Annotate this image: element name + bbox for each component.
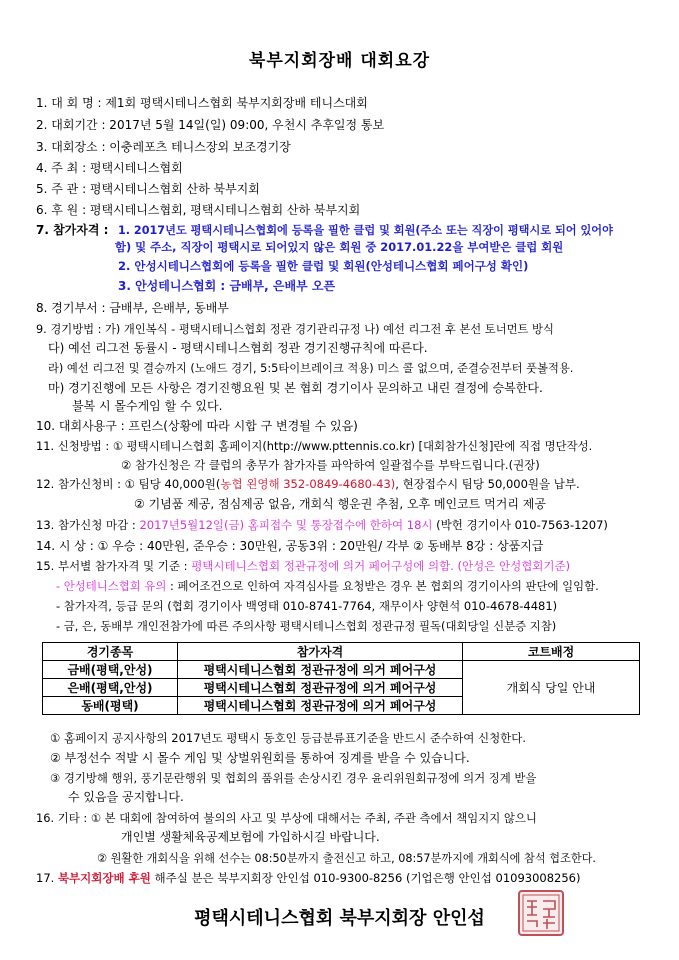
item-12a-pre: 12. 참가신청비 : ① 팀당 40,000원(	[36, 477, 221, 491]
table-header: 경기종목	[43, 643, 178, 661]
item-1: 1. 대 회 명 : 제1회 평택시테니스협회 북부지회장배 테니스대회	[36, 96, 368, 110]
item-8: 8. 경기부서 : 금배부, 은배부, 동배부	[36, 301, 229, 315]
item-7-1a: 1. 2017년도 평택시테니스협회에 등록을 필한 클럽 및 회원(주소 또는 직장이 평택시로 되어 있어야	[118, 224, 613, 237]
item-11b: ② 참가신청은 각 클럽의 총무가 참가자를 파악하여 일괄접수를 부탁드립니다.(권장)	[121, 458, 540, 472]
item-17	[36, 870, 581, 887]
item-17-post: 해주실 분은 북부지회장 안인섭 010-9300-8256 (기업은행 안인섭 01093008256)	[150, 871, 581, 885]
item-15-pre: 15. 부서별 참가자격 및 기준 :	[36, 559, 192, 573]
item-16c: ② 원활한 개회식을 위해 선수는 08:50분까지 출전신고 하고, 08:57분까지에 개회식에 참석 협조한다.	[97, 852, 596, 865]
item-12a-account: 농협 왼영해 352-0849-4680-43)	[220, 477, 396, 491]
table-cell-qual: 평택시테니스협회 정관규정에 의거 페어구성	[178, 697, 463, 715]
item-14: 14. 시 상 : ① 우승 : 40만원, 준우승 : 30만원, 공동3위 : 20만원/ 각부 ② 동배부 8강 : 상품지급	[36, 539, 544, 553]
item-15-criteria: 평택시테니스협회 정관규정에 의거 페어구성에 의함. (안성은 안성협회기준)	[191, 559, 571, 573]
item-7-1b: 함) 및 주소, 직장이 평택시로 되어있지 않은 회원 중 2017.01.22을 부여받은 클럽 회원	[115, 240, 564, 254]
item-9d: 마) 경기진행에 모든 사항은 경기진행요원 및 본 협회 경기이사 문의하고 내린 결정에 승복한다.	[48, 381, 543, 395]
item-15a-text: : 페어조건으로 인하여 자격심사를 요청받은 경우 본 협회의 경기이사의 판단에 일임함.	[166, 579, 599, 593]
item-9c: 라) 예선 리그전 및 결승까지 (노애드 경기, 5:5타이브레이크 적용) 미스 콜 없으며, 준결승전부터 풋볼적용.	[48, 362, 574, 375]
item-5: 5. 주 관 : 평택시테니스협회 산하 북부지회	[36, 182, 260, 196]
note-1: ① 홈페이지 공지사항의 2017년도 평택시 동호인 등급분류표기준을 반드시 준수하여 신청한다.	[50, 731, 527, 745]
item-13	[36, 517, 608, 534]
item-13-deadline: 2017년5월12일(금) 홈피접수 및 통장접수에 한하여 18시	[139, 518, 433, 532]
table-header: 참가자격	[178, 643, 463, 661]
note-3b: 수 있음을 공지합니다.	[68, 790, 184, 804]
item-16a: 16. 기타 : ① 본 대회에 참여하여 불의의 사고 및 부상에 대해서는 주최, 주관 측에서 책임지지 않으니	[36, 811, 537, 825]
item-16b: 개인별 생활체육공제보험에 가입하시길 바랍니다.	[121, 830, 380, 844]
page-title: 북부지회장배 대회요강	[248, 51, 431, 71]
item-7-3: 3. 안성테니스협회 : 금배부, 은배부 오픈	[118, 279, 336, 293]
item-7-2: 2. 안성시테니스협회에 등록을 필한 클럽 및 회원(안성테니스협회 페어구성 확인)	[118, 259, 529, 273]
item-2: 2. 대회기간 : 2017년 5월 14일(일) 09:00, 우천시 추후일정 통보	[36, 118, 385, 132]
item-9b: 다) 예선 리그전 동률시 - 평택시테니스협회 정관 경기진행규칙에 따른다.	[48, 341, 428, 355]
item-3: 3. 대회장소 : 이충레포츠 테니스장외 보조경기장	[36, 140, 291, 154]
item-7-label: 7. 참가자격 :	[36, 223, 109, 237]
qualification-table	[42, 642, 640, 715]
item-10: 10. 대회사용구 : 프린스(상황에 따라 시합 구 변경될 수 있음)	[36, 419, 358, 433]
note-3a: ③ 경기방해 행위, 풍기문란행위 및 협회의 품위를 손상시킨 경우 윤리위원회규정에 의거 징계 받을	[50, 771, 537, 785]
item-15a	[56, 578, 599, 595]
item-17-pre: 17.	[36, 871, 58, 885]
item-13-post: (박헌 경기이사 010-7563-1207)	[432, 518, 608, 532]
item-12a-post: , 현장접수시 팀당 50,000원을 납부.	[395, 477, 580, 491]
item-12b: ② 기념품 제공, 점심제공 없음, 개회식 행운권 추첨, 오후 메인코트 먹거리 제공	[134, 497, 546, 511]
item-15b: - 참가자격, 등급 문의 (협회 경기이사 백영태 010-8741-7764, 재무이사 양현석 010-4678-4481)	[56, 599, 558, 613]
table-row	[43, 661, 640, 679]
table-cell-event: 은배(평택,안성)	[43, 679, 178, 697]
table-cell-court: 개회식 당일 안내	[463, 661, 640, 715]
item-17-sponsor: 북부지회장배 후원	[57, 871, 151, 885]
item-6: 6. 후 원 : 평택시테니스협회, 평택시테니스협회 산하 북부지회	[36, 203, 361, 217]
item-9a: 9. 경기방법 : 가) 개인복식 - 평택시테니스협회 정관 경기관리규정 나) 예선 리그전 후 본선 토너먼트 방식	[36, 323, 554, 336]
item-15a-label: - 안성테니스협회 유의	[56, 579, 167, 593]
item-15	[36, 558, 570, 575]
table-cell-event: 금배(평택,안성)	[43, 661, 178, 679]
item-9e: 불복 시 몰수게임 할 수 있다.	[72, 399, 223, 413]
table-header: 코트배정	[463, 643, 640, 661]
footer-signature: 평택시테니스협회 북부지회장 안인섭	[194, 908, 485, 929]
item-15c: - 금, 은, 동배부 개인전참가에 따른 주의사항 평택시테니스협회 정관규정 필독(대회당일 신분증 지참)	[56, 619, 557, 633]
official-seal-stamp	[517, 889, 565, 937]
table-cell-event: 동배(평택)	[43, 697, 178, 715]
table-header-row	[43, 643, 640, 661]
table-cell-qual: 평택시테니스협회 정관규정에 의거 페어구성	[178, 679, 463, 697]
item-11a: 11. 신청방법 : ① 평택시테니스협회 홈페이지(http://www.pttennis.co.kr) [대회참가신청]란에 직접 명단작성.	[36, 439, 593, 453]
note-2: ② 부정선수 적발 시 몰수 게임 및 상벌위원회를 통하여 징계를 받을 수 있습니다.	[50, 751, 470, 765]
item-13-pre: 13. 참가신청 마감 :	[36, 518, 140, 532]
table-cell-qual: 평택시테니스협회 정관규정에 의거 페어구성	[178, 661, 463, 679]
item-12a	[36, 476, 580, 493]
item-4: 4. 주 최 : 평택시테니스협회	[36, 161, 183, 175]
